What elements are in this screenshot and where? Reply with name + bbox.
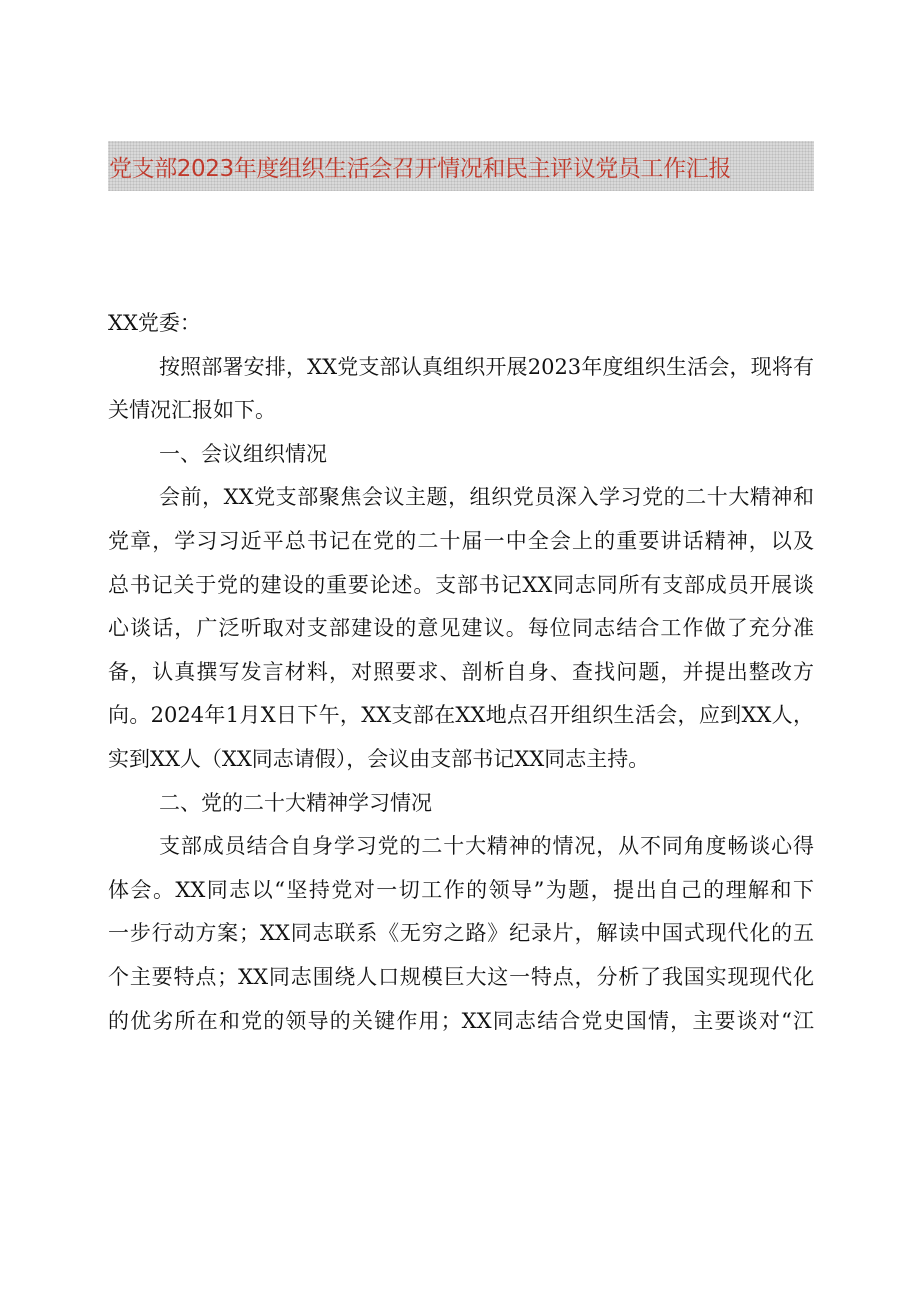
paragraph-line: 实到XX人（XX同志请假），会议由支部书记XX同志主持。 (108, 746, 650, 771)
paragraph-line: 党章，学习习近平总书记在党的二十届一中全会上的重要讲话精神，以及 (108, 528, 814, 553)
section-heading-1 (108, 433, 814, 477)
document-body (108, 302, 814, 1043)
salutation-line: XX党委： (108, 311, 201, 335)
salutation (108, 302, 814, 346)
section-heading-2 (108, 782, 814, 826)
section-heading-line: 一、会议组织情况 (159, 441, 327, 466)
paragraph-line: 支部成员结合自身学习党的二十大精神的情况，从不同角度畅谈心得 (159, 834, 814, 859)
paragraph-meeting-organization (108, 476, 814, 781)
title-bar (108, 141, 814, 191)
document-title: 党支部2023年度组织生活会召开情况和民主评议党员工作汇报 (109, 155, 731, 182)
paragraph-line: 会前，XX党支部聚焦会议主题，组织党员深入学习党的二十大精神和 (159, 485, 814, 510)
paragraph-line: 心谈话，广泛听取对支部建设的意见建议。每位同志结合工作做了充分准 (108, 616, 814, 641)
paragraph-line: 按照部署安排，XX党支部认真组织开展2023年度组织生活会，现将有 (159, 354, 814, 379)
paragraph-line: 个主要特点；XX同志围绕人口规模巨大这一特点，分析了我国实现现代化 (108, 964, 814, 989)
paragraph-line: 的优劣所在和党的领导的关键作用；XX同志结合党史国情，主要谈对“江 (108, 1008, 814, 1033)
section-heading-line: 二、党的二十大精神学习情况 (159, 790, 432, 815)
paragraph-line: 体会。XX同志以“坚持党对一切工作的领导”为题，提出自己的理解和下 (108, 877, 814, 902)
paragraph-line: 总书记关于党的建设的重要论述。支部书记XX同志同所有支部成员开展谈 (108, 572, 814, 597)
paragraph-line: 关情况汇报如下。 (108, 398, 276, 423)
paragraph-line: 一步行动方案；XX同志联系《无穷之路》纪录片，解读中国式现代化的五 (108, 921, 814, 946)
paragraph-line: 向。2024年1月X日下午，XX支部在XX地点召开组织生活会，应到XX人， (108, 703, 814, 728)
paragraph-intro (108, 346, 814, 433)
paragraph-study (108, 825, 814, 1043)
paragraph-line: 备，认真撰写发言材料，对照要求、剖析自身、查找问题，并提出整改方 (108, 659, 814, 684)
